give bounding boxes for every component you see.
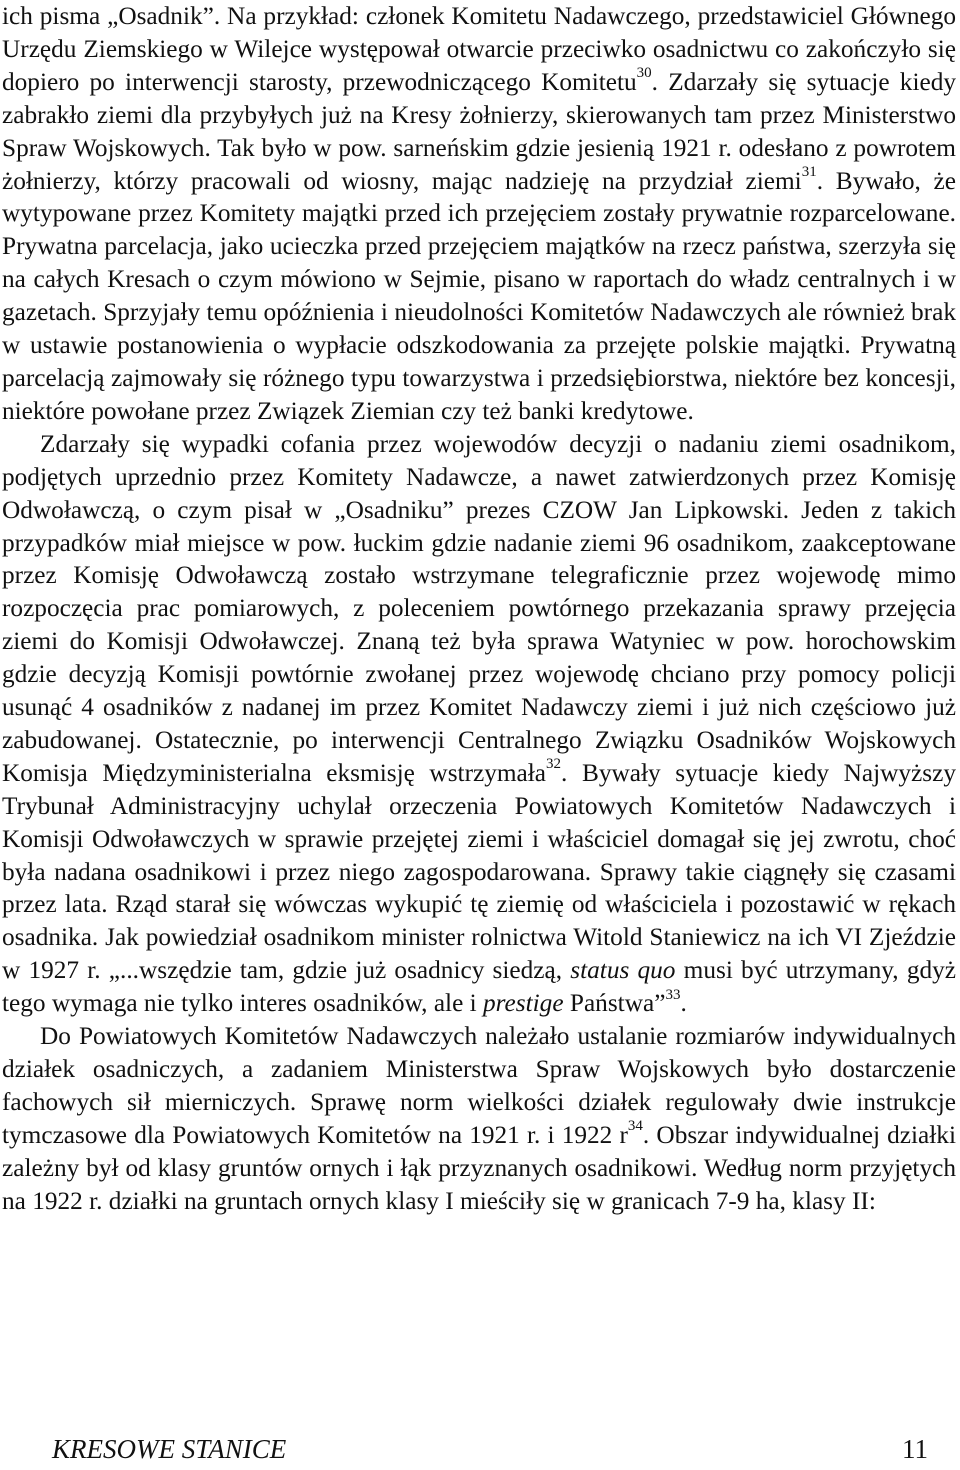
paragraph bbox=[2, 0, 956, 428]
document-page bbox=[2, 0, 956, 1470]
text-run: musi być utrzymany, gdyż tego wymaga nie tylko interes osadników, ale i bbox=[2, 956, 956, 1018]
running-title: KRESOWE STANICE bbox=[52, 1434, 287, 1464]
text-run: Do Powiatowych Komitetów Nadawczych należało ustalanie rozmiarów indywidualnych działek osadniczych, a zadaniem Ministerstwa Spraw Wojskowych było dostarczenie fachowych sił mierniczych. Sprawę norm wielkości działek regulowały dwie instrukcje tymczasowe dla Powiatowych Komitetów na 1921 r. i 1922 r bbox=[2, 1022, 956, 1149]
text-run: Zdarzały się wypadki cofania przez wojewodów decyzji o nadaniu ziemi osadnikom, podjętych uprzednio przez Komitety Nadawcze, a nawet zatwierdzonych przez Komisję Odwoławczą, o czym pisał w „Osadniku” prezes CZOW Jan Lipkowski. Jeden z takich przypadków miał miejsce w pow. łuckim gdzie nadanie ziemi 96 osadnikom, zaakceptowane przez Komisję Odwoławczą zostało wstrzymane telegraficznie przez wojewodę mimo rozpoczęcia prac pomiarowych, z poleceniem powtórnego przekazania sprawy przejęcia ziemi do Komisji Odwoławczej. Znaną też była sprawa Watyniec w pow. horochowskim gdzie decyzją Komisji powtórnie zwołanej przez wojewodę chciano przy pomocy policji usunąć 4 osadników z nadanej im przez Komitet Nadawczy ziemi i już nich częściowo już zabudowanej. Ostatecznie, po interwencji Centralnego Związku Osadników Wojskowych Komisja Międzyministerialna eksmisję wstrzymała bbox=[2, 429, 956, 787]
paragraph bbox=[2, 428, 956, 1020]
footnote-ref: 32 bbox=[546, 756, 562, 773]
text-run: . Zdarzały się sytuacje kiedy zabrakło ziemi dla przybyłych już na Kresy żołnierzy, skierowanych tam przez Ministerstwo Spraw Wojskowych. Tak było w pow. sarneńskim gdzie jesienią 1921 r. odesłano z powrotem żołnierzy, którzy pracowali od wiosny, mając nadzieję na przydział ziemi bbox=[2, 67, 956, 195]
footnote-ref: 30 bbox=[636, 65, 652, 82]
text-run: . Bywały sytuacje kiedy Najwyższy Trybunał Administracyjny uchylał orzeczenia Powiatowych Komitetów Nadawczych i Komisji Odwoławczych w sprawie przejętej ziemi i właściciel domagał się jej zwrotu, choć była nadana osadnikowi i przez niego zagospodarowana. Sprawy takie ciągnęły się czasami przez lata. Rząd starał się wówczas wykupić tę ziemię od właściciela i pozostawić w rękach osadnika. Jak powiedział osadnikom minister rolnictwa Witold Staniewicz na ich VI Zjeździe w 1927 r. „...wszędzie tam, gdzie już osadnicy siedzą, bbox=[2, 758, 956, 985]
footnote-ref: 31 bbox=[801, 164, 817, 181]
paragraph bbox=[2, 1020, 956, 1217]
footnote-ref: 33 bbox=[665, 986, 681, 1003]
text-run: . bbox=[680, 989, 687, 1018]
footnote-ref: 34 bbox=[627, 1118, 643, 1135]
page-number: 11 bbox=[902, 1434, 928, 1464]
body-text bbox=[2, 0, 956, 1218]
text-run: Państwa” bbox=[563, 989, 666, 1018]
text-run: . Obszar indywidualnej działki zależny był od klasy gruntów ornych i łąk przyznanych osadnikowi. Według norm przyjętych na 1922 r. działki na gruntach ornych klasy I mieściły się w granicach 7-9 ha, klasy II: bbox=[2, 1120, 956, 1215]
italic-term: prestige bbox=[483, 989, 564, 1018]
text-run: . Bywało, że wytypowane przez Komitety majątki przed ich przejęciem zostały prywatnie rozparcelowane. Prywatna parcelacja, jako ucieczka przed przejęciem majątków na rzecz państwa, szerzyła się na całych Kresach o czym mówiono w Sejmie, pisano w raportach do władz centralnych i w gazetach. Sprzyjały temu opóźnienia i nieudolności Komitetów Nadawczych ale również brak w ustawie postanowienia o wypłacie odszkodowania za przejęte polskie majątki. Prywatną parcelacją zajmowały się różnego typu towarzystwa i przedsiębiorstwa, niektóre bez koncesji, niektóre powołane przez Związek Ziemian czy też banki kredytowe. bbox=[2, 166, 956, 425]
text-run: ich pisma „Osadnik”. Na przykład: członek Komitetu Nadawczego, przedstawiciel Głównego Urzędu Ziemskiego w Wilejce występował otwarcie przeciwko osadnictwu co zakończyło się dopiero po interwencji starosty, przewodniczącego Komitetu bbox=[2, 2, 956, 96]
italic-term: status quo bbox=[570, 956, 676, 985]
page-footer bbox=[52, 1431, 928, 1467]
